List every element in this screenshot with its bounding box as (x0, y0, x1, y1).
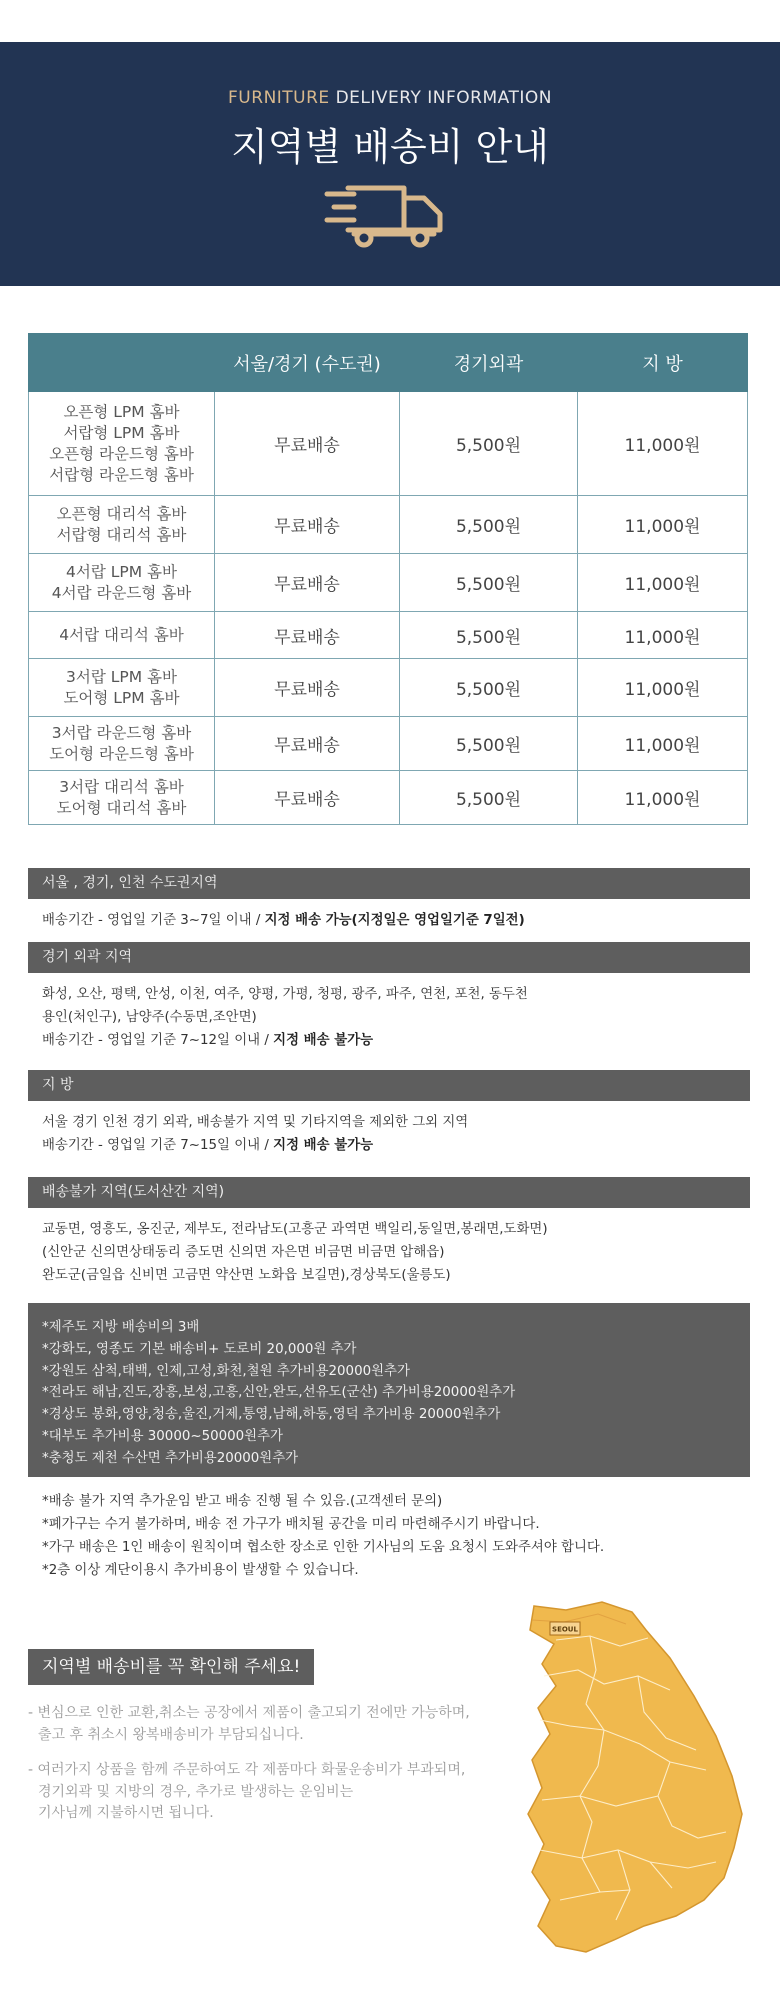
outer-fee: 5,500원 (400, 659, 578, 717)
local-fee: 11,000원 (578, 554, 748, 612)
seoul-fee: 무료배송 (215, 612, 400, 659)
header-seoul: 서울/경기 (수도권) (215, 334, 400, 392)
outer-fee: 5,500원 (400, 717, 578, 771)
outer-fee: 5,500원 (400, 612, 578, 659)
seoul-fee: 무료배송 (215, 659, 400, 717)
header-product (29, 334, 215, 392)
table-row (29, 659, 748, 717)
outer-fee: 5,500원 (400, 392, 578, 496)
section-body: 배송기간 - 영업일 기준 3~7일 이내 / 지정 배송 가능(지정일은 영업일기준 7일전) (42, 913, 525, 928)
table-row (29, 554, 748, 612)
table-row (29, 496, 748, 554)
outer-fee: 5,500원 (400, 496, 578, 554)
confirm-banner: 지역별 배송비를 꼭 확인해 주세요! (28, 1649, 314, 1685)
product-name: 3서랍 LPM 홈바 도어형 LPM 홈바 (29, 659, 215, 717)
extra-fee-notice: *제주도 지방 배송비의 3배 *강화도, 영종도 기본 배송비+ 도로비 20,000원 추가 *강원도 삼척,태백, 인제,고성,화천,철원 추가비용20000원추가 *전라도 해남,진도,장흥,보성,고흥,신안,완도,선유도(군산) 추가비용20000원추가 *경상도 봉화,영양,청송,울진,거제,통영,남해,하동,영덕 추가비용 20000원추가 *대부도 추가비용 30000~50000원추가 *충청도 제천 수산면 추가비용20000원추가 (28, 1303, 750, 1477)
header-outer: 경기외곽 (400, 334, 578, 392)
outer-fee: 5,500원 (400, 554, 578, 612)
section-body: 교동면, 영흥도, 옹진군, 제부도, 전라남도(고흥군 과역면 백일리,동일면,봉래면,도화면) (신안군 신의면상태동리 증도면 신의면 자은면 비금면 비금면 압해읍) 완도군(금일읍 신비면 고금면 약산면 노화읍 보길면),경상북도(울릉도) (42, 1222, 548, 1283)
truck-icon (324, 182, 446, 248)
page-title: 지역별 배송비 안내 (231, 125, 549, 169)
hero-banner (0, 42, 780, 286)
seoul-fee: 무료배송 (215, 554, 400, 612)
section-body: 화성, 오산, 평택, 안성, 이천, 여주, 양평, 가평, 청평, 광주, 파주, 연천, 포천, 동두천 용인(처인구), 남양주(수동면,조안면) 배송기간 - 영업일 기준 7~12일 이내 / 지정 배송 불가능 (42, 987, 528, 1048)
table-row (29, 392, 748, 496)
section-body: 서울 경기 인천 경기 외곽, 배송불가 지역 및 기타지역을 제외한 그외 지역 배송기간 - 영업일 기준 7~15일 이내 / 지정 배송 불가능 (42, 1115, 469, 1153)
table-row (29, 612, 748, 659)
product-name: 3서랍 라운드형 홈바 도어형 라운드형 홈바 (29, 717, 215, 771)
local-fee: 11,000원 (578, 771, 748, 825)
table-row (29, 717, 748, 771)
local-fee: 11,000원 (578, 496, 748, 554)
header-local: 지 방 (578, 334, 748, 392)
section-unavailable-area (28, 1177, 750, 1295)
seoul-fee: 무료배송 (215, 771, 400, 825)
outer-fee: 5,500원 (400, 771, 578, 825)
map-seoul-label: SEOUL (552, 1625, 578, 1634)
product-name: 오픈형 LPM 홈바 서랍형 LPM 홈바 오픈형 라운드형 홈바 서랍형 라운드형 홈바 (29, 392, 215, 496)
product-name: 3서랍 대리석 홈바 도어형 대리석 홈바 (29, 771, 215, 825)
local-fee: 11,000원 (578, 659, 748, 717)
hero-subtitle: FURNITURE DELIVERY INFORMATION (228, 88, 552, 108)
product-name: 오픈형 대리석 홈바 서랍형 대리석 홈바 (29, 496, 215, 554)
table-header-row (29, 334, 748, 392)
section-local-area (28, 1070, 750, 1165)
seoul-fee: 무료배송 (215, 717, 400, 771)
korea-map-icon (520, 1600, 750, 1960)
local-fee: 11,000원 (578, 612, 748, 659)
section-capital-area (28, 868, 750, 940)
section-outer-area (28, 942, 750, 1060)
delivery-notes: *배송 불가 지역 추가운임 받고 배송 진행 될 수 있음.(고객센터 문의) *폐가구는 수거 불가하며, 배송 전 가구가 배치될 공간을 미리 마련해주시기 바랍니다. *가구 배송은 1인 배송이 원칙이며 협소한 장소로 인한 기사님의 도움 요청시 도와주셔야 합니다. *2층 이상 계단이용시 추가비용이 발생할 수 있습니다. (42, 1494, 605, 1578)
list-item: - 변심으로 인한 교환,취소는 공장에서 제품이 출고되기 전에만 가능하며, 출고 후 취소시 왕복배송비가 부담되십니다. (28, 1705, 470, 1743)
shipping-fee-table (28, 333, 748, 825)
list-item: - 여러가지 상품을 함께 주문하여도 각 제품마다 화물운송비가 부과되며, 경기외곽 및 지방의 경우, 추가로 발생하는 운임비는 기사님께 지불하시면 됩니다. (28, 1762, 466, 1821)
seoul-fee: 무료배송 (215, 392, 400, 496)
policy-info (28, 1703, 538, 1839)
section-title: 서울 , 경기, 인천 수도권지역 (28, 868, 750, 899)
table-row (29, 771, 748, 825)
section-title: 경기 외곽 지역 (28, 942, 750, 973)
product-name: 4서랍 대리석 홈바 (29, 612, 215, 659)
section-title: 배송불가 지역(도서산간 지역) (28, 1177, 750, 1208)
local-fee: 11,000원 (578, 717, 748, 771)
section-title: 지 방 (28, 1070, 750, 1101)
local-fee: 11,000원 (578, 392, 748, 496)
seoul-fee: 무료배송 (215, 496, 400, 554)
product-name: 4서랍 LPM 홈바 4서랍 라운드형 홈바 (29, 554, 215, 612)
